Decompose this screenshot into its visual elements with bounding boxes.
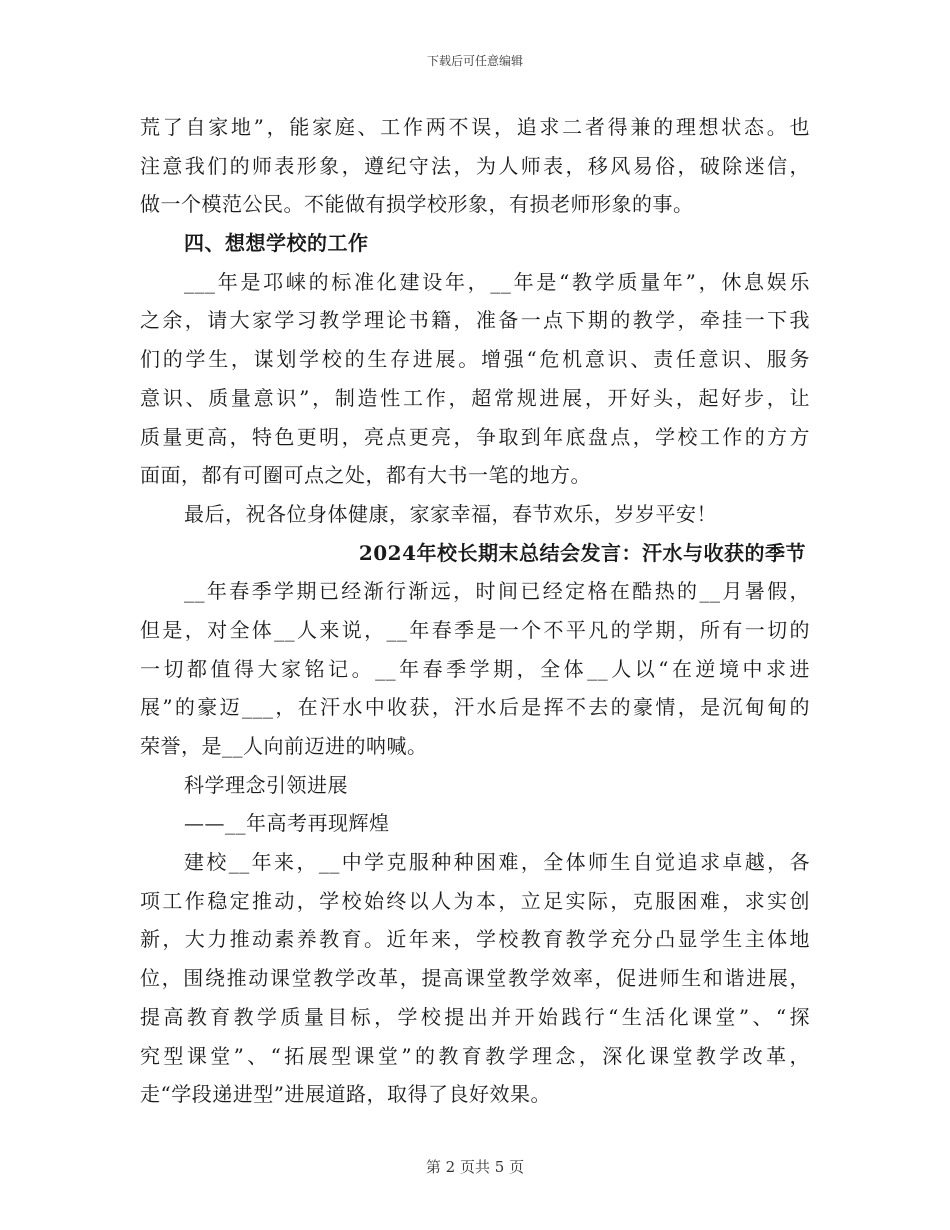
page-header: 下载后可任意编辑 <box>426 54 523 68</box>
document-body <box>140 108 810 1114</box>
text-line: ——__年高考再现辉煌 <box>184 811 390 836</box>
text-line: 四、想想学校的工作 <box>184 231 369 256</box>
text-line: 之余，请大家学习教学理论书籍，准备一点下期的教学，牵挂一下我 <box>140 308 810 333</box>
text-line: 提高教育教学质量目标，学校提出并开始践行“生活化课堂”、“探 <box>140 1004 810 1029</box>
text-line: 注意我们的师表形象，遵纪守法，为人师表，移风易俗，破除迷信， <box>140 153 810 178</box>
text-line: 们的学生，谋划学校的生存进展。增强“危机意识、责任意识、服务 <box>140 347 810 372</box>
text-line: 最后，祝各位身体健康，家家幸福，春节欢乐，岁岁平安！ <box>184 501 717 526</box>
text-line: 做一个模范公民。不能做有损学校形象，有损老师形象的事。 <box>140 192 694 217</box>
text-line: 质量更高，特色更明，亮点更亮，争取到年底盘点，学校工作的方方 <box>140 424 810 449</box>
page-number: 第 2 页共 5 页 <box>425 1158 525 1176</box>
text-line: 意识、质量意识”，制造性工作，超常规进展，开好头，起好步，让 <box>140 385 810 410</box>
text-line: 2024年校长期末总结会发言：汗水与收获的季节 <box>358 540 806 565</box>
text-line: 荒了自家地”，能家庭、工作两不误，追求二者得兼的理想状态。也 <box>140 115 810 139</box>
text-line: 荣誉，是__人向前迈进的呐喊。 <box>140 734 428 758</box>
text-line: 位，围绕推动课堂教学改革，提高课堂教学效率，促进师生和谐进展， <box>140 966 810 991</box>
text-line: __年春季学期已经渐行渐远，时间已经定格在酷热的__月暑假， <box>184 579 810 604</box>
text-line: 展”的豪迈___，在汗水中收获，汗水后是挥不去的豪情，是沉甸甸的 <box>140 695 810 720</box>
text-line: ___年是邛崃的标准化建设年，__年是“教学质量年”，休息娱乐 <box>184 269 810 294</box>
text-line: 科学理念引领进展 <box>184 772 348 797</box>
text-line: 新，大力推动素养教育。近年来，学校教育教学充分凸显学生主体地 <box>140 927 810 952</box>
text-line: 走“学段递进型”进展道路，取得了良好效果。 <box>140 1082 551 1107</box>
text-line: 项工作稳定推动，学校始终以人为本，立足实际，克服困难，求实创 <box>140 888 810 913</box>
text-line: 面面，都有可圈可点之处，都有大书一笔的地方。 <box>140 463 591 488</box>
text-line: 但是，对全体__人来说，__年春季是一个不平凡的学期，所有一切的 <box>140 617 810 642</box>
text-line: 究型课堂”、“拓展型课堂”的教育教学理念，深化课堂教学改革， <box>140 1043 810 1068</box>
text-line: 一切都值得大家铭记。__年春季学期，全体__人以“在逆境中求进 <box>140 656 810 681</box>
text-line: 建校__年来，__中学克服种种困难，全体师生自觉追求卓越，各 <box>184 850 810 875</box>
